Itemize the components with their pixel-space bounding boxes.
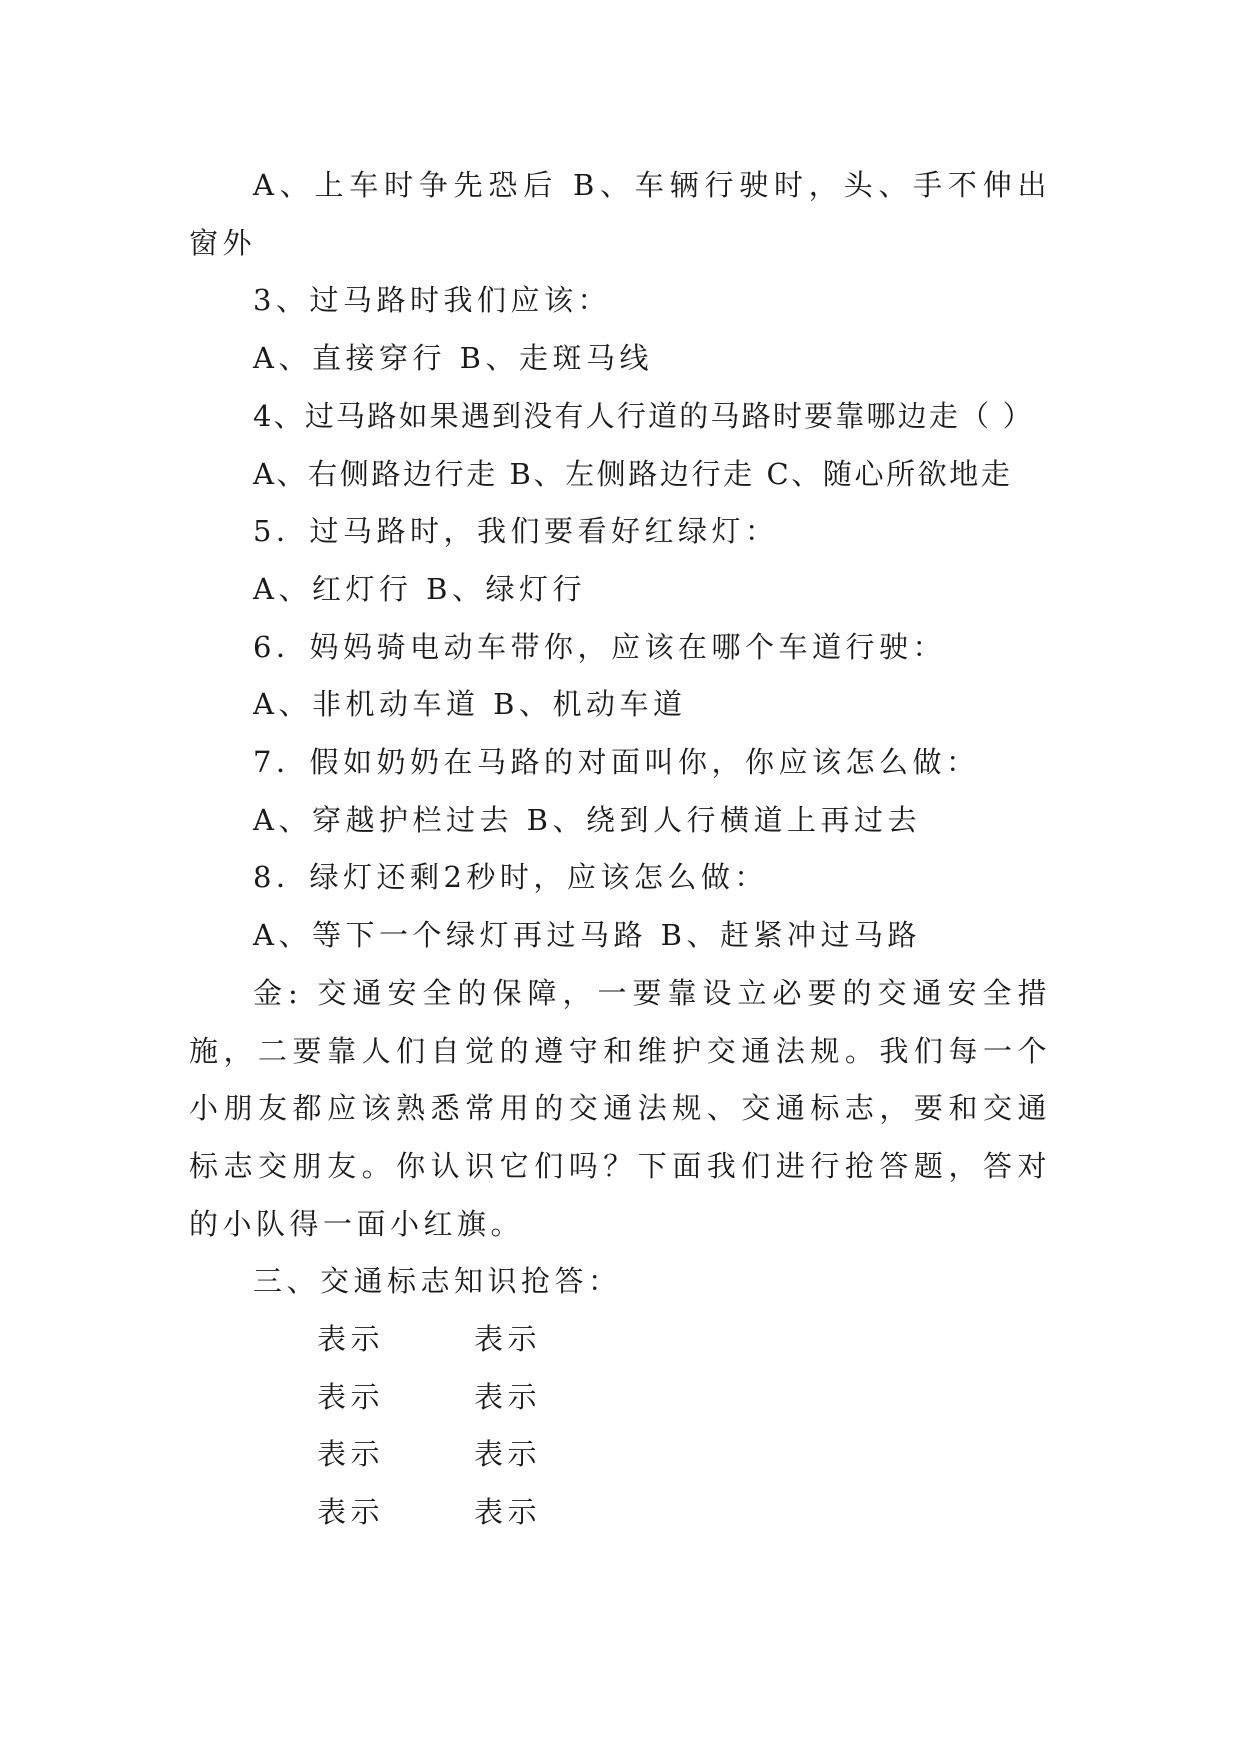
document-body (189, 157, 1051, 1542)
option-line-7: A、穿越护栏过去 B、绕到人行横道上再过去 (253, 802, 921, 837)
option-line-3: A、直接穿行 B、走斑马线 (253, 341, 653, 376)
option-line-8: A、等下一个绿灯再过马路 B、赶紧冲过马路 (253, 918, 921, 953)
question-3: 3、过马路时我们应该： (253, 283, 611, 318)
section-title: 三、交通标志知识抢答： (253, 1264, 622, 1299)
sign-label: 表示 (474, 1437, 542, 1472)
sign-row (189, 1311, 1051, 1369)
question-4: 4、过马路如果遇到没有人行道的马路时要靠哪边走（ ） (253, 398, 1034, 433)
sign-row (189, 1426, 1051, 1484)
sign-row (189, 1484, 1051, 1542)
sign-label: 表示 (317, 1437, 385, 1472)
option-line-2: A、上车时争先恐后 B、车辆行驶时，头、手不伸出窗外 (189, 168, 1051, 260)
sign-label: 表示 (474, 1379, 542, 1414)
option-line-5: A、红灯行 B、绿灯行 (253, 571, 586, 606)
option-line-6: A、非机动车道 B、机动车道 (253, 687, 687, 722)
sign-row (189, 1369, 1051, 1427)
host-paragraph: 金: 交通安全的保障，一要靠设立必要的交通安全措施，二要靠人们自觉的遵守和维护交通法规。我们每一个小朋友都应该熟悉常用的交通法规、交通标志，要和交通标志交朋友。你认识它们吗？下面我们进行抢答题，答对的小队得一面小红旗。 (189, 975, 1051, 1241)
question-5: 5．过马路时，我们要看好红绿灯： (253, 514, 779, 549)
question-8: 8．绿灯还剩2秒时，应该怎么做： (253, 860, 768, 895)
sign-label: 表示 (317, 1379, 385, 1414)
question-7: 7．假如奶奶在马路的对面叫你，你应该怎么做： (253, 745, 980, 780)
sign-label: 表示 (474, 1495, 542, 1530)
option-line-4: A、右侧路边行走 B、左侧路边行走 C、随心所欲地走 (253, 456, 1013, 491)
question-6: 6．妈妈骑电动车带你，应该在哪个车道行驶： (253, 629, 946, 664)
sign-label: 表示 (317, 1495, 385, 1530)
sign-label: 表示 (317, 1322, 385, 1357)
sign-label: 表示 (474, 1322, 542, 1357)
